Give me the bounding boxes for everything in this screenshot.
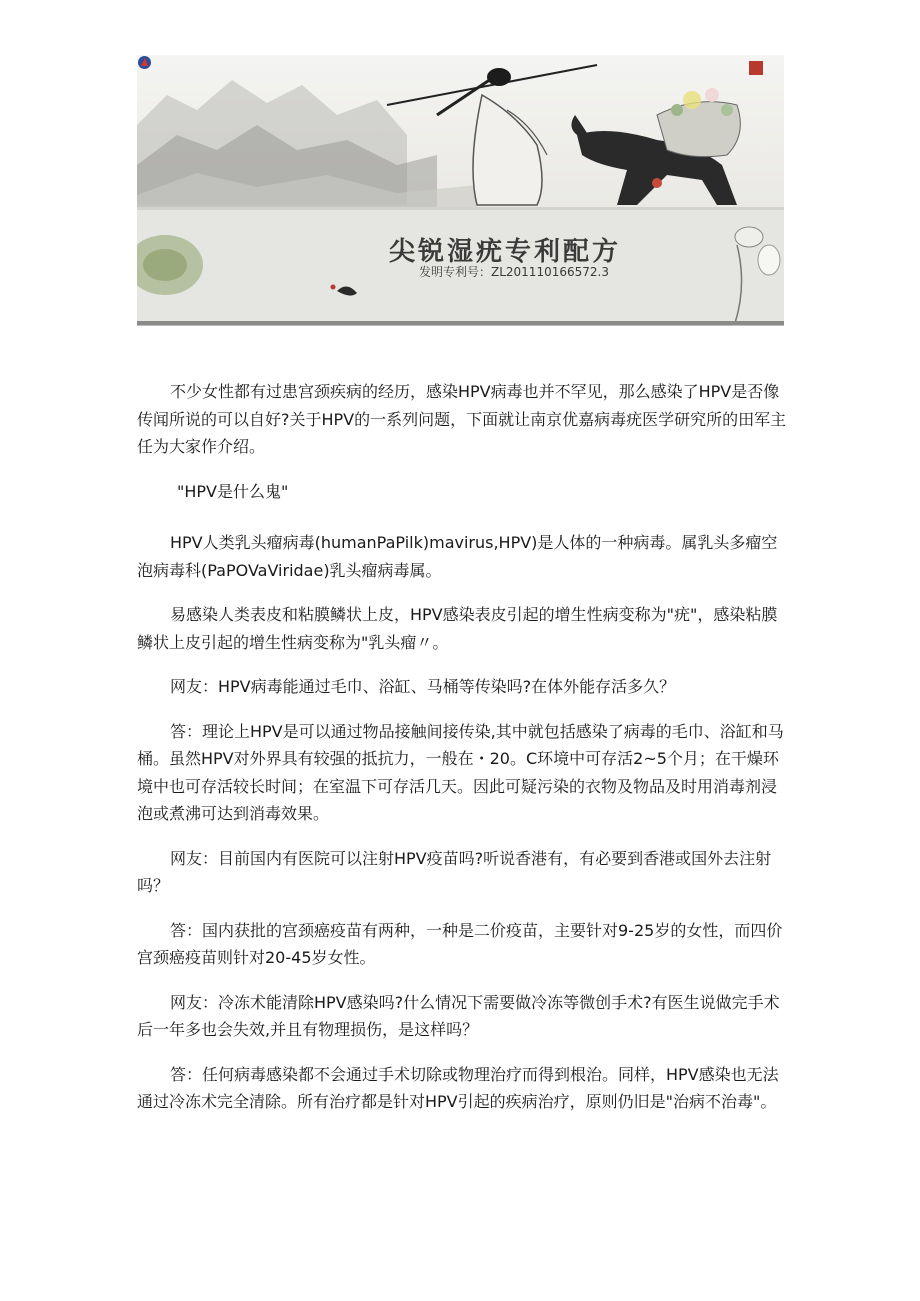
banner-title: 尖锐湿疣专利配方 [389,237,622,267]
answer-paragraph: 答：任何病毒感染都不会通过手术切除或物理治疗而得到根治。同样，HPV感染也无法通过冷冻术完全清除。所有治疗都是针对HPV引起的疾病治疗，原则仍旧是"治病不治毒"。 [137,1064,779,1111]
banner-patent-number: 发明专利号：ZL201110166572.3 [419,265,609,279]
banner-ink-painting [137,55,784,325]
intro-paragraph: 不少女性都有过患宫颈疾病的经历，感染HPV病毒也并不罕见，那么感染了HPV是否像传闻所说的可以自好?关于HPV的一系列问题，下面就让南京优嘉病毒疣医学研究所的田军主任为大家作介绍。 [137,382,787,456]
question-paragraph: 网友：HPV病毒能通过毛巾、浴缸、马桶等传染吗?在体外能存活多久？ [170,677,676,696]
section-heading: "HPV是什么鬼" [177,481,289,501]
header-banner [137,55,784,325]
article-body [137,378,787,1133]
hpv-definition-paragraph: HPV人类乳头瘤病毒(humanPaPilk)mavirus,HPV)是人体的一种病毒。属乳头多瘤空泡病毒科(PaPOVaViridae)乳头瘤病毒属。 [137,533,778,580]
question-paragraph: 网友：目前国内有医院可以注射HPV疫苗吗?听说香港有，有必要到香港或国外去注射吗？ [137,848,772,895]
answer-paragraph: 答：国内获批的宫颈癌疫苗有两种，一种是二价疫苗，主要针对9-25岁的女性，而四价宫颈癌疫苗则针对20-45岁女性。 [137,920,783,967]
question-paragraph: 网友：冷冻术能清除HPV感染吗?什么情况下需要做冷冻等微创手术?有医生说做完手术后一年多也会失效,并且有物理损伤，是这样吗？ [137,992,780,1039]
patent-logo-icon [137,55,152,70]
answer-paragraph: 答：理论上HPV是可以通过物品接触间接传染,其中就包括感染了病毒的毛巾、浴缸和马桶。虽然HPV对外界具有较强的抵抗力，一般在・20。C环境中可存活2~5个月；在干燥环境中也可存活较长时间；在室温下可存活几天。因此可疑污染的衣物及物品及时用消毒剂浸泡或煮沸可达到消毒效果。 [137,721,784,823]
hpv-infection-paragraph: 易感染人类表皮和粘膜鳞状上皮，HPV感染表皮引起的增生性病变称为"疣"，感染粘膜鳞状上皮引起的增生性病变称为"乳头瘤〃。 [137,605,778,652]
